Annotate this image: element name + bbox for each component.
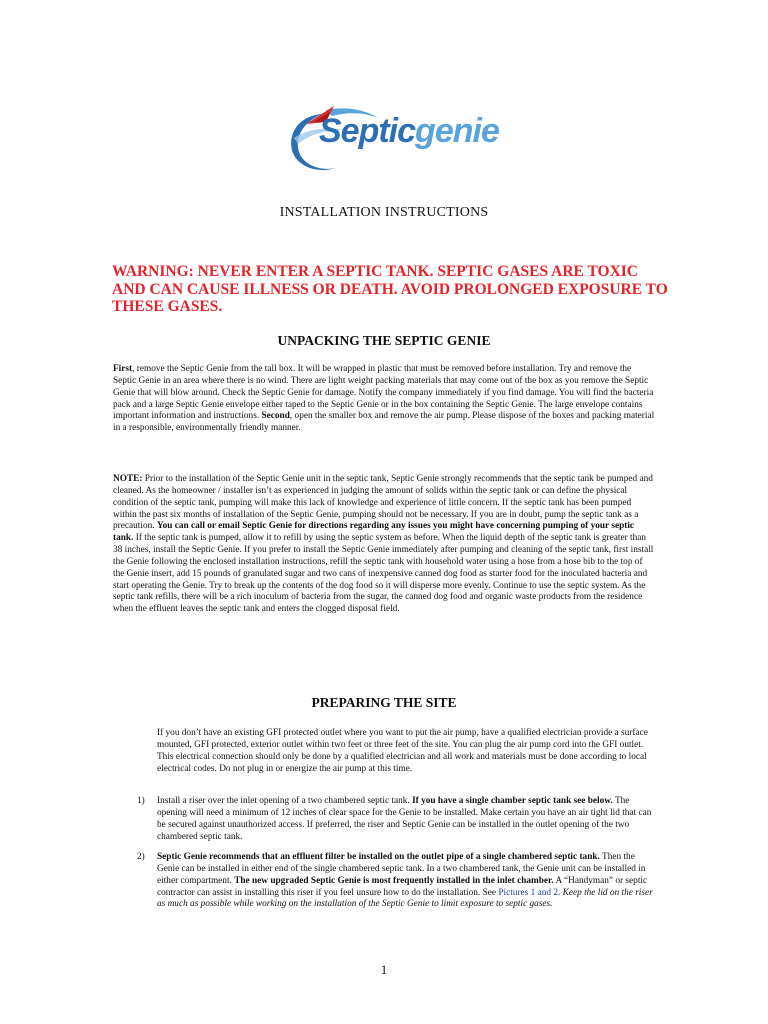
septic-genie-logo xyxy=(286,100,499,178)
unpacking-text-b: , open the smaller box and remove the air pump. Please dispose of the boxes and packing material in a responsible, environmentally friendly manner. xyxy=(113,411,655,434)
item1-bold: If you have a single chamber septic tank see below. xyxy=(412,796,613,806)
second-label: Second xyxy=(261,411,290,422)
item1-text-a: Install a riser over the inlet opening of a two chambered septic tank. xyxy=(157,796,413,806)
item2-italic-note: Keep the lid on the riser as much as possible while working on the installation of the Septic Genie to limit exposure to septic gases. xyxy=(157,887,653,910)
note-text-a: Prior to the installation of the Septic Genie unit in the septic tank, Septic Genie strongly recommends that the septic tank be pumped and cleaned. As the homeowner / installer isn’t as experienced in judging the amount of solids within the septic tank or can define the physical condition of the septic tank, pumping will make this lack of knowledge and experience of little concern. If the septic tank has been pumped within the past six months of installation of the Septic Genie, pumping should not be necessary. If you are in doubt, pump the septic tank as a precaution. xyxy=(113,474,653,532)
list-item-body xyxy=(157,852,654,911)
note-label: NOTE: xyxy=(113,474,143,484)
list-item-body xyxy=(157,796,654,843)
item2-bold-2: The new upgraded Septic Genie is most frequently installed in the inlet chamber. xyxy=(234,875,554,886)
note-bold-text: You can call or email Septic Genie for directions regarding any issues you might have concerning pumping of your septic tank. xyxy=(113,521,635,544)
item1-text-b: The opening will need a minimum of 12 inches of clear space for the Genie to be installed. Make certain you have an air tight lid that can be secured against unauthorized access. If preferred, the riser and Septic Genie can be installed in the outlet opening of the two chambered septic tank. xyxy=(157,796,652,842)
logo-word-genie: genie xyxy=(415,112,499,150)
logo-word-septic: Septic xyxy=(319,112,416,150)
item2-bold-1: Septic Genie recommends that an effluent filter be installed on the outlet pipe of a single chambered septic tank. xyxy=(157,852,600,862)
page-number: 1 xyxy=(380,962,388,977)
item2-text-b: A “Handyman” or septic contractor can assist in installing this riser if you feel unsure how to do the installation. See xyxy=(157,875,648,898)
unpacking-text-a: , remove the Septic Genie from the tall box. It will be wrapped in plastic that must be removed before installation. Try and remove the Septic Genie in an area where there is no wind. There are light weight packing materials that may come out of the box as you remove the Septic Genie that will blow around. Check the Septic Genie for damage. Notify the company immediately if you find damage. You will find the bacteria pack and a large Septic Genie envelope either taped to the Septic Genie or in the box containing the Septic Genie. The large envelope contains important information and instructions. xyxy=(113,364,654,422)
warning-text: WARNING: NEVER ENTER A SEPTIC TANK. SEPTIC GASES ARE TOXIC AND CAN CAUSE ILLNESS OR DEATH. AVOID PROLONGED EXPOSURE TO THESE GASES. xyxy=(112,263,668,315)
preparing-heading: PREPARING THE SITE xyxy=(311,695,457,710)
document-title: INSTALLATION INSTRUCTIONS xyxy=(279,205,489,220)
unpacking-heading: UNPACKING THE SEPTIC GENIE xyxy=(277,333,491,348)
item2-text-a: Then the Genie can be installed in either end of the single chambered septic tank. In a two chambered tank, the Genie unit can be installed in either compartment. xyxy=(157,852,646,886)
preparing-intro: If you don’t have an existing GFI protected outlet where you want to put the air pump, have a qualified electrician provide a surface mounted, GFI protected, exterior outlet within two feet or three feet of the site. You can plug the air pump cord into the GFI outlet. This electrical connection should only be done by a qualified electrician and all work and materials must be done according to local electrical codes. Do not plug in or energize the air pump at this time. xyxy=(157,728,648,774)
note-text-b: If the septic tank is pumped, allow it to refill by using the septic system as before. When the liquid depth of the septic tank is greater than 38 inches, install the Septic Genie. If you prefer to install the Septic Genie immediately after pumping and cleaning of the septic tank, first install the Genie following the enclosed installation instructions, refill the septic tank with household water using a hose from a hose bib to the top of the Genie insert, add 15 pounds of granulated sugar and two cans of inexpensive canned dog food as starter food for the inoculated bacteria and start operating the Genie. Try to break up the contents of the dog food so it will disperse more evenly. Continue to use the septic system. As the septic tank refills, there will be a rich inoculum of bacteria from the sugar, the canned dog food and organic waste products from the residence when the effluent leaves the septic tank and enters the clogged disposal field. xyxy=(113,533,654,615)
note-paragraph xyxy=(113,474,655,616)
unpacking-paragraph xyxy=(113,364,655,435)
logo-wordmark xyxy=(319,112,499,151)
pictures-link[interactable]: Pictures 1 and 2. xyxy=(498,887,561,898)
list-number: 2) xyxy=(137,852,145,862)
first-label: First xyxy=(113,364,133,374)
list-number: 1) xyxy=(137,796,145,806)
